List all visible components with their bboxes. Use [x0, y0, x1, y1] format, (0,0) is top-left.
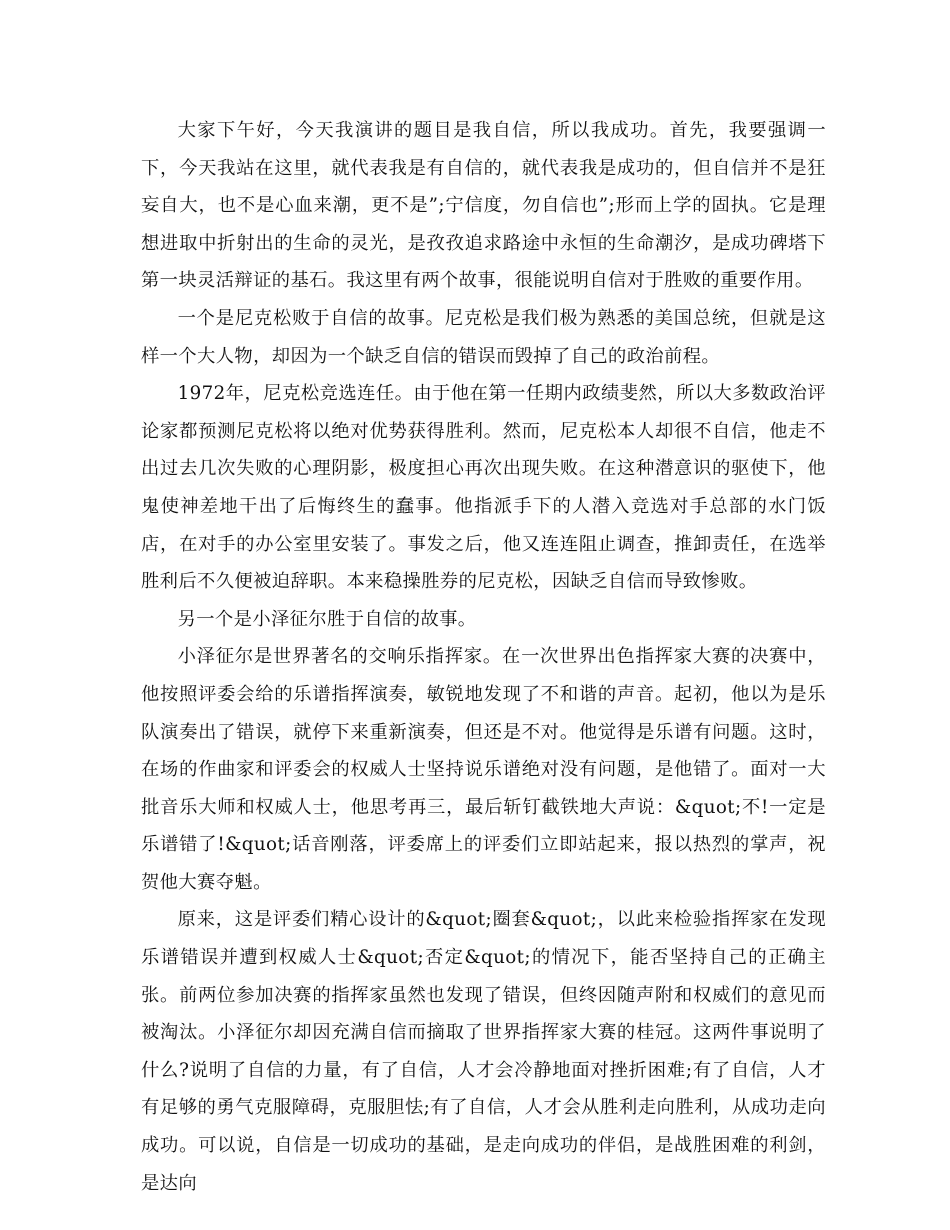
paragraph-ozawa-story: 小泽征尔是世界著名的交响乐指挥家。在一次世界出色指挥家大赛的决赛中，他按照评委会给的乐谱指挥演奏，敏锐地发现了不和谐的声音。起初，他以为是乐队演奏出了错误，就停下来重新演奏，但还是不对。他觉得是乐谱有问题。这时，在场的作曲家和评委会的权威人士坚持说乐谱绝对没有问题，是他错了。面对一大批音乐大师和权威人士，他思考再三，最后斩钉截铁地大声说：&quot;不!一定是乐谱错了!&quot;话音刚落，评委席上的评委们立即站起来，报以热烈的掌声，祝贺他大赛夺魁。 — [141, 646, 826, 893]
paragraph-nixon-story: 1972年，尼克松竞选连任。由于他在第一任期内政绩斐然，所以大多数政治评论家都预测尼克松将以绝对优势获得胜利。然而，尼克松本人却很不自信，他走不出过去几次失败的心理阴影，极度担心再次出现失败。在这种潜意识的驱使下，他鬼使神差地干出了后悔终生的蠢事。他指派手下的人潜入竞选对手总部的水门饭店，在对手的办公室里安装了。事发之后，他又连连阻止调查，推卸责任，在选举胜利后不久便被迫辞职。本来稳操胜券的尼克松，因缺乏自信而导致惨败。 — [141, 383, 826, 593]
paragraph-intro: 大家下午好，今天我演讲的题目是我自信，所以我成功。首先，我要强调一下，今天我站在这里，就代表我是有自信的，就代表我是成功的，但自信并不是狂妄自大，也不是心血来潮，更不是”;宁信度，勿自信也”;形而上学的固执。它是理想进取中折射出的生命的灵光，是孜孜追求路途中永恒的生命潮汐，是成功碑塔下第一块灵活辩证的基石。我这里有两个故事，很能说明自信对于胜败的重要作用。 — [141, 120, 826, 292]
paragraph-conclusion: 原来，这是评委们精心设计的&quot;圈套&quot;，以此来检验指挥家在发现乐谱错误并遭到权威人士&quot;否定&quot;的情况下，能否坚持自己的正确主张。前两位参加决赛的指挥家虽然也发现了错误，但终因随声附和权威们的意见而被淘汰。小泽征尔却因充满自信而摘取了世界指挥家大赛的桂冠。这两件事说明了什么?说明了自信的力量，有了自信，人才会冷静地面对挫折困难;有了自信，人才有足够的勇气克服障碍，克服胆怯;有了自信，人才会从胜利走向胜利，从成功走向成功。可以说，自信是一切成功的基础，是走向成功的伴侣，是战胜困难的利剑，是达向 — [141, 909, 826, 1194]
document-body — [141, 112, 826, 1202]
paragraph-ozawa-intro: 另一个是小泽征尔胜于自信的故事。 — [177, 608, 477, 630]
paragraph-nixon-intro: 一个是尼克松败于自信的故事。尼克松是我们极为熟悉的美国总统，但就是这样一个大人物，却因为一个缺乏自信的错误而毁掉了自己的政治前程。 — [141, 307, 826, 367]
